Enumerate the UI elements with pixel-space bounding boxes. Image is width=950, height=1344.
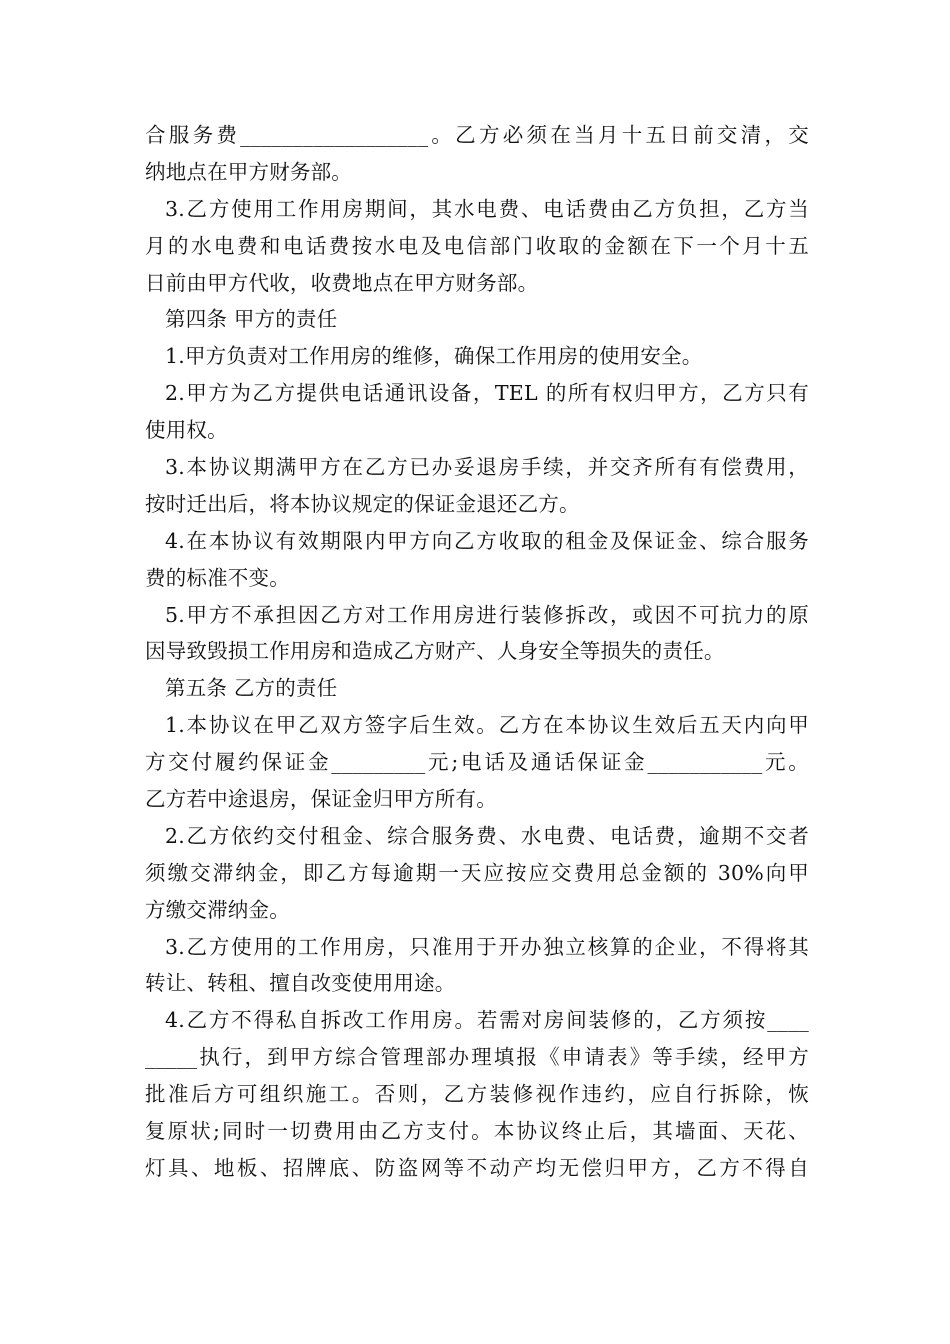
text-line: 因导致毁损工作用房和造成乙方财产、人身安全等损失的责任。 [145, 639, 725, 664]
text-line: 2.甲方为乙方提供电话通讯设备，TEL 的所有权归甲方，乙方只有 [165, 381, 809, 406]
text-line: 1.甲方负责对工作用房的维修，确保工作用房的使用安全。 [165, 344, 703, 369]
text-line: 第五条 乙方的责任 [165, 676, 338, 701]
text-line: 复原状;同时一切费用由乙方支付。本协议终止后，其墙面、天花、 [145, 1119, 809, 1144]
text-line: 批准后方可组织施工。否则，乙方装修视作违约，应自行拆除，恢 [145, 1082, 809, 1107]
text-line: 使用权。 [145, 418, 228, 443]
text-line: 合服务费__________________。乙方必须在当月十五日前交清，交 [145, 123, 809, 147]
text-line: 转让、转租、擅自改变使用用途。 [145, 971, 456, 996]
text-line: 纳地点在甲方财务部。 [145, 159, 352, 184]
text-line: 3.乙方使用工作用房期间，其水电费、电话费由乙方负担，乙方当 [165, 196, 809, 221]
text-line: 3.乙方使用的工作用房，只准用于开办独立核算的企业，不得将其 [165, 934, 809, 959]
text-line: 4.乙方不得私自拆改工作用房。若需对房间装修的，乙方须按____ [165, 1008, 809, 1033]
text-line: 须缴交滞纳金，即乙方每逾期一天应按应交费用总金额的 30%向甲 [145, 860, 809, 885]
text-line: 5.甲方不承担因乙方对工作用房进行装修拆改，或因不可抗力的原 [165, 602, 809, 627]
contract-body-text [145, 117, 809, 1187]
text-line: 第四条 甲方的责任 [165, 307, 338, 332]
text-line: 2.乙方依约交付租金、综合服务费、水电费、电话费，逾期不交者 [165, 823, 809, 848]
text-line: 灯具、地板、招牌底、防盗网等不动产均无偿归甲方，乙方不得自 [145, 1155, 809, 1180]
text-line: 1.本协议在甲乙双方签字后生效。乙方在本协议生效后五天内向甲 [165, 713, 809, 738]
text-line: 3.本协议期满甲方在乙方已办妥退房手续，并交齐所有有偿费用， [165, 455, 809, 480]
text-line: 方交付履约保证金_________元;电话及通话保证金___________元。 [145, 750, 809, 775]
text-line: 4.在本协议有效期限内甲方向乙方收取的租金及保证金、综合服务 [165, 528, 809, 553]
text-line: 按时迁出后，将本协议规定的保证金退还乙方。 [145, 491, 580, 516]
text-line: 日前由甲方代收，收费地点在甲方财务部。 [145, 270, 539, 295]
text-line: 月的水电费和电话费按水电及电信部门收取的金额在下一个月十五 [145, 233, 809, 258]
text-line: 方缴交滞纳金。 [145, 897, 290, 922]
text-line: 乙方若中途退房，保证金归甲方所有。 [145, 787, 497, 812]
text-line: 费的标准不变。 [145, 565, 290, 590]
text-line: _____执行，到甲方综合管理部办理填报《申请表》等手续，经甲方 [145, 1045, 809, 1070]
